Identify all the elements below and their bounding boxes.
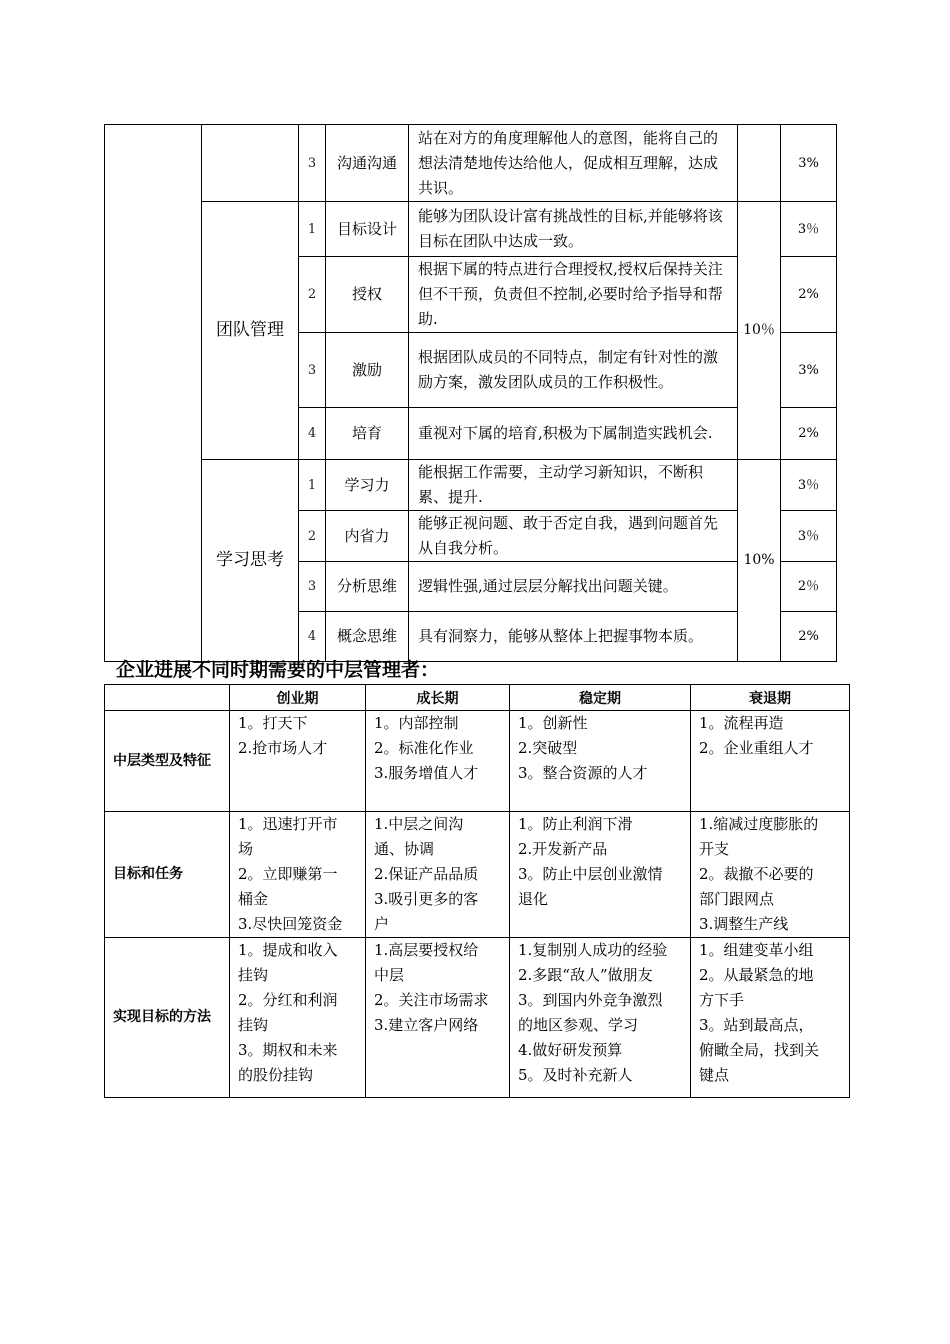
column-header-growth: 成长期 [366,685,510,711]
item-number: 1 [299,460,326,511]
cell-line: 1。防止利润下滑 [518,815,633,833]
cell-line: 1。迅速打开市 [238,815,338,833]
cell-line: 挂钩 [238,966,269,984]
item-description: 具有洞察力，能够从整体上把握事物本质。 [409,612,738,662]
item-number: 2 [299,511,326,562]
category-weight-learning: 10% [738,460,781,662]
item-name: 学习力 [326,460,409,511]
cell-growth [366,812,510,938]
cell-line: 3。期权和未来 [238,1041,338,1059]
cell-line: 退化 [518,890,549,908]
column-header-decline: 衰退期 [691,685,850,711]
table-row [105,202,837,257]
item-description: 根据下属的特点进行合理授权,授权后保持关注但不干预，负责但不控制,必要时给予指导和帮助. [409,257,738,333]
blank-weight-cell [738,125,781,202]
cell-line: 3.建立客户网络 [374,1016,479,1034]
item-description: 能够为团队设计富有挑战性的目标,并能够将该目标在团队中达成一致。 [409,202,738,257]
item-name: 激励 [326,333,409,408]
cell-line: 开支 [699,840,730,858]
category-learning-thinking: 学习思考 [202,460,299,662]
cell-line: 1.中层之间沟 [374,815,464,833]
blank-subcategory-cell [202,125,299,202]
cell-line: 部门跟网点 [699,890,775,908]
table-row [105,125,837,202]
item-percent: 3% [781,333,837,408]
cell-line: 3。整合资源的人才 [518,764,648,782]
cell-line: 5。及时补充新人 [518,1066,633,1084]
cell-decline [691,711,850,812]
cell-decline [691,812,850,938]
item-description: 站在对方的角度理解他人的意图，能将自己的想法清楚地传达给他人，促成相互理解，达成共识。 [409,125,738,202]
cell-line: 1。内部控制 [374,714,459,732]
item-percent: 2% [781,408,837,460]
cell-line: 2.保证产品品质 [374,865,479,883]
item-percent: 3％ [781,511,837,562]
item-number: 3 [299,125,326,202]
item-name: 目标设计 [326,202,409,257]
column-header-stable: 稳定期 [510,685,691,711]
cell-line: 的地区参观、学习 [518,1016,639,1034]
cell-line: 俯瞰全局，找到关 [699,1041,820,1059]
item-number: 2 [299,257,326,333]
cell-line: 方下手 [699,991,745,1009]
cell-line: 3.调整生产线 [699,915,789,933]
item-name: 概念思维 [326,612,409,662]
cell-line: 场 [238,840,254,858]
cell-line: 3。防止中层创业激情 [518,865,663,883]
blank-category-cell [105,125,202,662]
cell-line: 2.多跟“敌人”做朋友 [518,966,653,984]
cell-line: 挂钩 [238,1016,269,1034]
cell-line: 3.尽快回笼资金 [238,915,343,933]
table-row [105,460,837,511]
item-name: 内省力 [326,511,409,562]
table-row [105,938,850,1098]
cell-line: 4.做好研发预算 [518,1041,623,1059]
cell-line: 2。分红和利润 [238,991,338,1009]
item-description: 逻辑性强,通过层层分解找出问题关键。 [409,562,738,612]
item-percent: 3％ [781,202,837,257]
cell-stable [510,938,691,1098]
item-number: 1 [299,202,326,257]
cell-line: 3.服务增值人才 [374,764,479,782]
item-number: 4 [299,408,326,460]
item-percent: 2% [781,612,837,662]
cell-startup [230,812,366,938]
item-number: 3 [299,562,326,612]
table-row [105,711,850,812]
cell-line: 2。裁撤不必要的 [699,865,814,883]
cell-startup [230,711,366,812]
category-team-management: 团队管理 [202,202,299,460]
cell-line: 2。从最紧急的地 [699,966,814,984]
cell-growth [366,938,510,1098]
cell-line: 1.缩减过度膨胀的 [699,815,819,833]
category-weight-team: 10％ [738,202,781,460]
cell-line: 的股份挂钩 [238,1066,314,1084]
column-header-startup: 创业期 [230,685,366,711]
cell-line: 1。提成和收入 [238,941,338,959]
item-name: 授权 [326,257,409,333]
section-heading: 企业进展不同时期需要的中层管理者： [116,659,440,681]
cell-line: 2.开发新产品 [518,840,608,858]
cell-line: 1.复制别人成功的经验 [518,941,668,959]
cell-line: 3。到国内外竞争激烈 [518,991,663,1009]
row-header: 实现目标的方法 [105,938,230,1098]
table-header-row [105,685,850,711]
cell-line: 键点 [699,1066,730,1084]
cell-stable [510,812,691,938]
cell-line: 1。流程再造 [699,714,784,732]
cell-line: 1。创新性 [518,714,588,732]
cell-line: 2。企业重组人才 [699,739,814,757]
competency-table [104,124,837,662]
stages-table [104,684,850,1098]
cell-line: 中层 [374,966,405,984]
cell-line: 1。组建变革小组 [699,941,814,959]
table-row [105,812,850,938]
cell-line: 2.抢市场人才 [238,739,328,757]
item-percent: 3％ [781,460,837,511]
cell-line: 2。关注市场需求 [374,991,489,1009]
cell-line: 3.吸引更多的客 [374,890,479,908]
cell-stable [510,711,691,812]
cell-line: 1.高层要授权给 [374,941,479,959]
item-description: 能根据工作需要，主动学习新知识，不断积累、提升. [409,460,738,511]
cell-line: 通、协调 [374,840,435,858]
cell-decline [691,938,850,1098]
item-description: 能够正视问题、敢于否定自我，遇到问题首先从自我分析。 [409,511,738,562]
column-header-blank [105,685,230,711]
item-percent: 3% [781,125,837,202]
cell-growth [366,711,510,812]
item-number: 3 [299,333,326,408]
item-number: 4 [299,612,326,662]
item-description: 重视对下属的培育,积极为下属制造实践机会. [409,408,738,460]
item-name: 分析思维 [326,562,409,612]
cell-line: 2.突破型 [518,739,578,757]
item-description: 根据团队成员的不同特点，制定有针对性的激励方案，激发团队成员的工作积极性。 [409,333,738,408]
cell-line: 2。标准化作业 [374,739,474,757]
cell-line: 3。站到最高点， [699,1016,814,1034]
cell-startup [230,938,366,1098]
item-percent: 2％ [781,562,837,612]
item-name: 培育 [326,408,409,460]
cell-line: 户 [374,915,390,933]
row-header: 中层类型及特征 [105,711,230,812]
item-percent: 2% [781,257,837,333]
cell-line: 桶金 [238,890,269,908]
item-name: 沟通沟通 [326,125,409,202]
cell-line: 1。打天下 [238,714,308,732]
cell-line: 2。立即赚第一 [238,865,338,883]
row-header: 目标和任务 [105,812,230,938]
